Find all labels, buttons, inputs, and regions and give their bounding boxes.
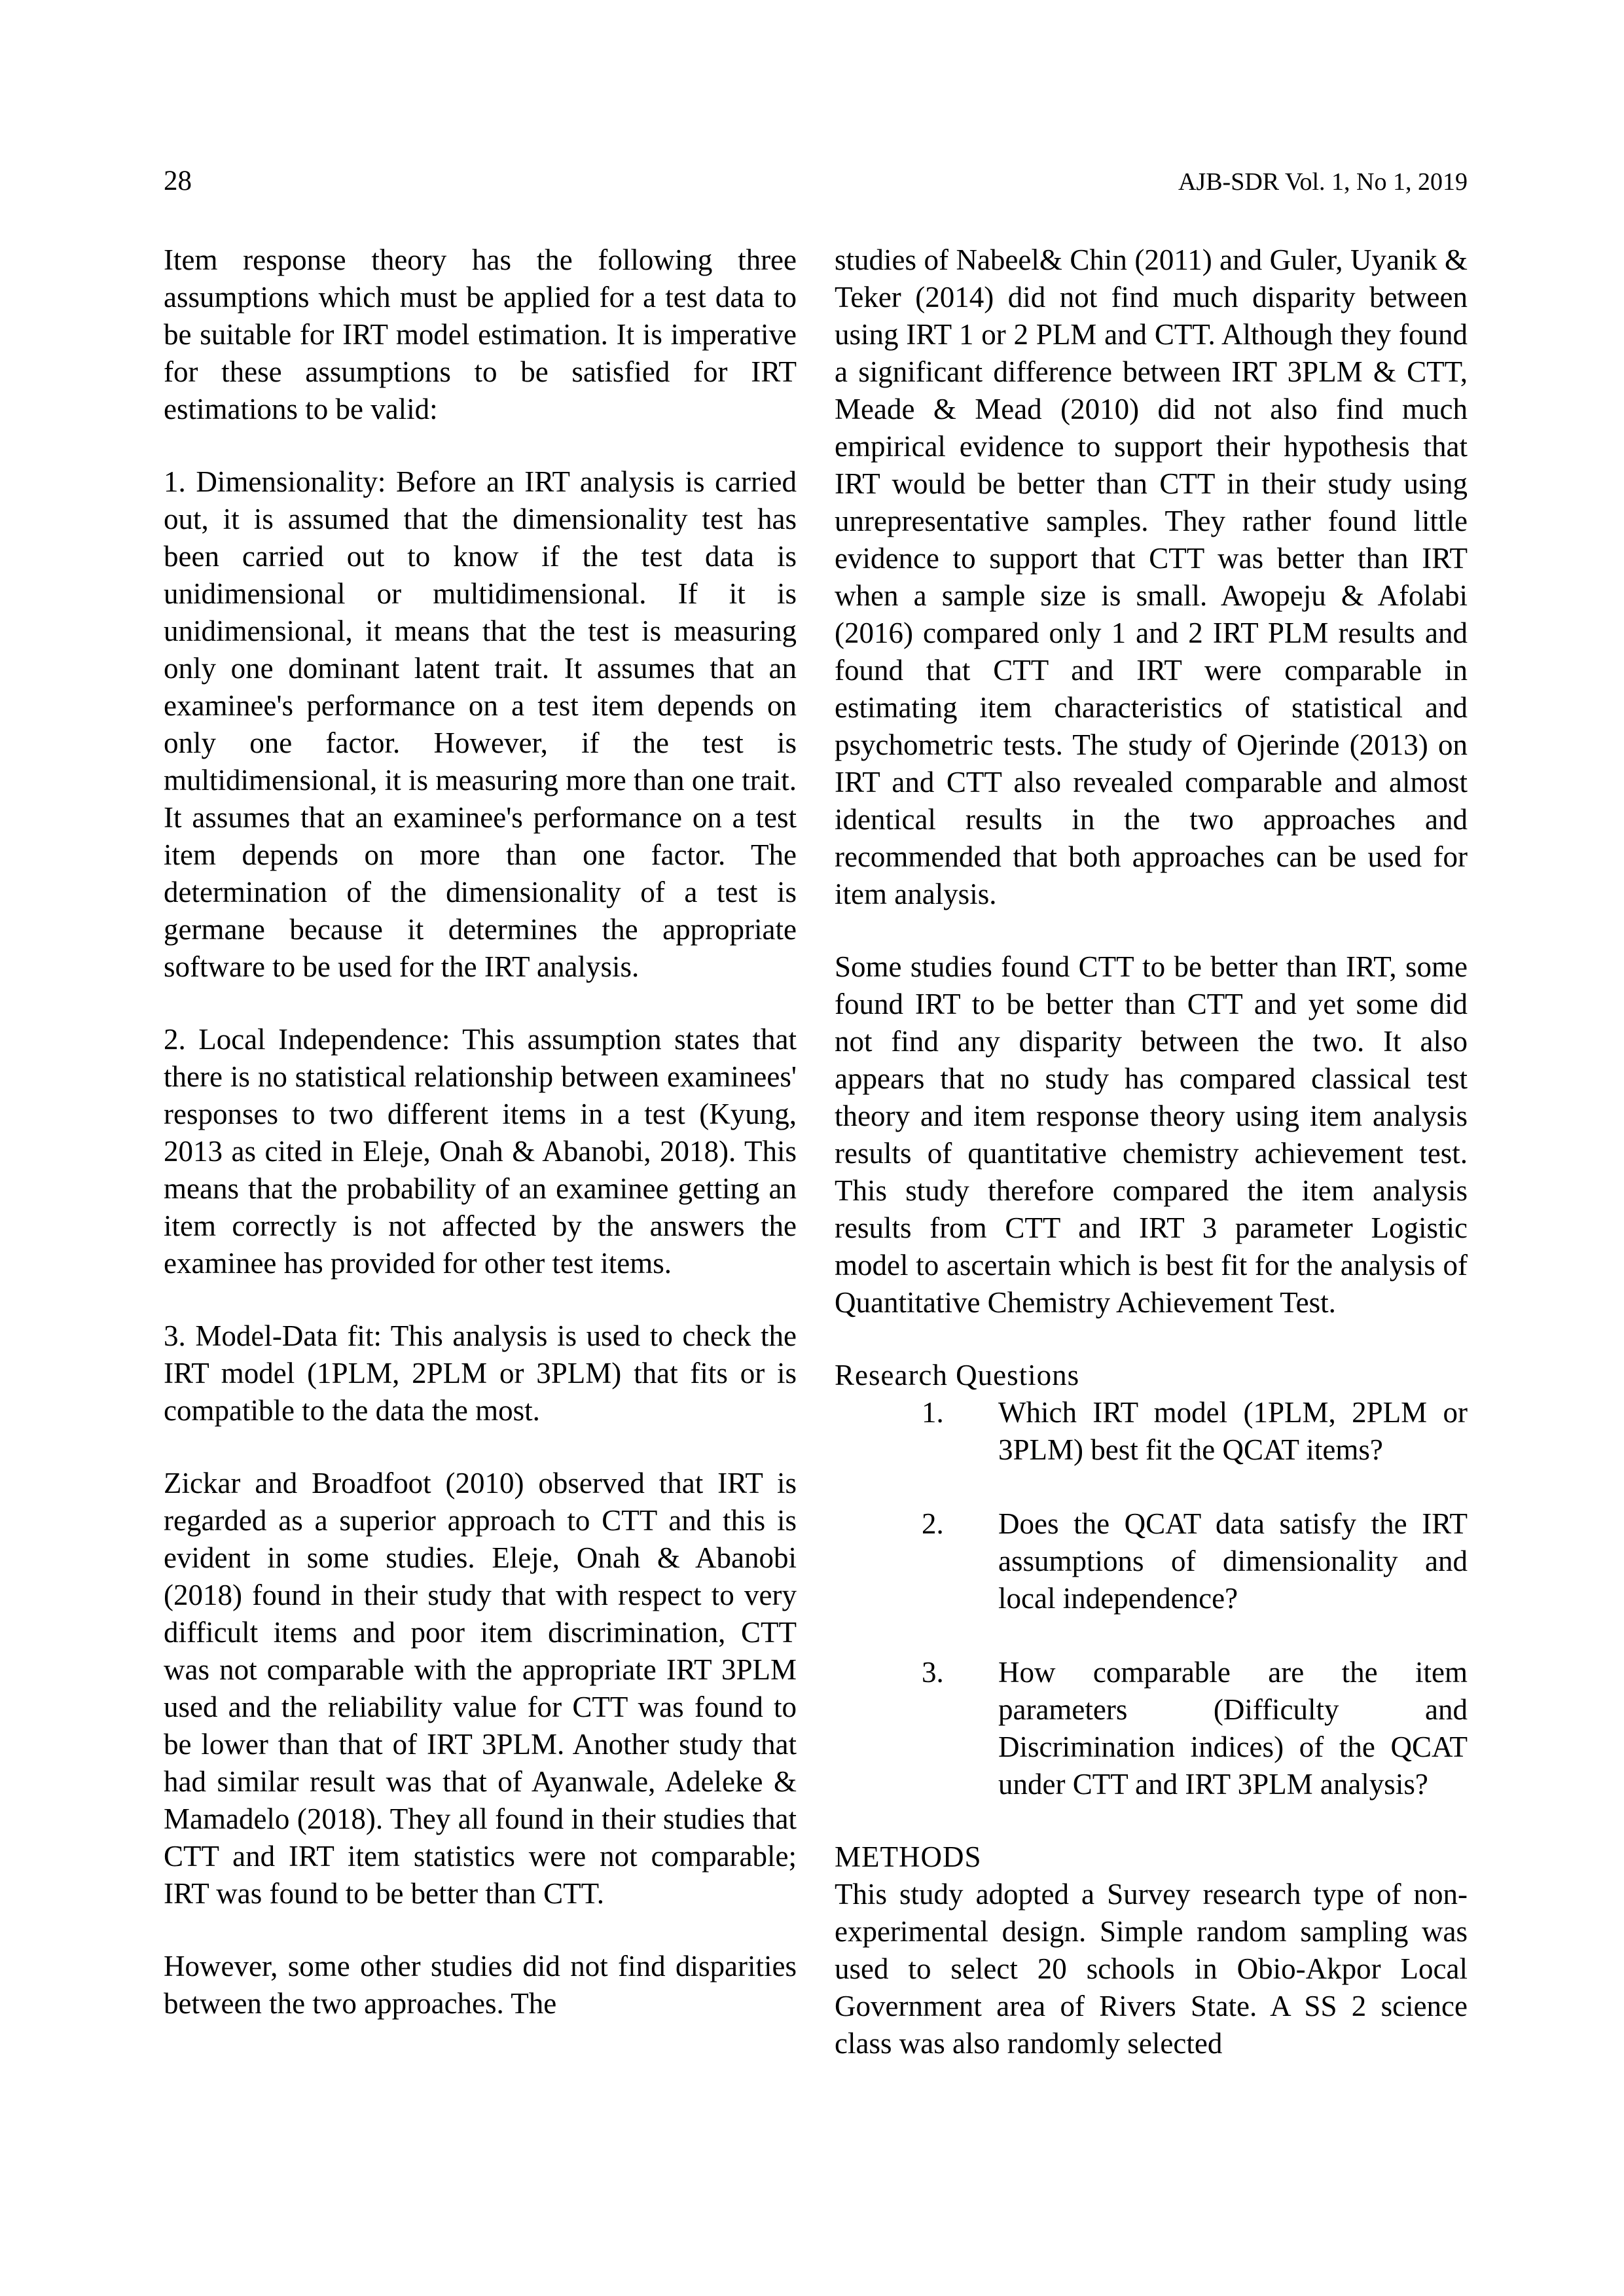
research-question-1 [922, 1394, 1468, 1469]
paragraph-nabeel-chin: studies of Nabeel& Chin (2011) and Guler, Uyanik & Teker (2014) did not find much disparity between using IRT 1 or 2 PLM and CTT. Although they found a significant difference between IRT 3PLM & CTT, Meade & Mead (2010) did not also find much empirical evidence to support their hypothesis that IRT would be better than CTT in their study using unrepresentative samples. They rather found little evidence to support that CTT was better than IRT when a sample size is small. Awopeju & Afolabi (2016) compared only 1 and 2 IRT PLM results and found that CTT and IRT were comparable in estimating item characteristics of statistical and psychometric tests. The study of Ojerinde (2013) on IRT and CTT also revealed comparable and almost identical results in the two approaches and recommended that both approaches can be used for item analysis. [835, 243, 1468, 910]
research-question-3-number: 3. [922, 1656, 944, 1689]
research-question-3-text: How comparable are the item parameters (Difficulty and Discrimination indices) of the QCAT under CTT and IRT 3PLM analysis? [998, 1656, 1468, 1801]
page-number: 28 [164, 166, 192, 196]
right-column [835, 242, 1468, 2062]
paragraph-some-studies: Some studies found CTT to be better than IRT, some found IRT to be better than CTT and yet some did not find any disparity between the two. It also appears that no study has compared classical test theory and item response theory using item analysis results of quantitative chemistry achievement test. This study therefore compared the item analysis results from CTT and IRT 3 parameter Logistic model to ascertain which is best fit for the analysis of Quantitative Chemistry Achievement Test. [835, 950, 1468, 1319]
paragraph-intro-assumptions: Item response theory has the following three assumptions which must be applied for a test data to be suitable for IRT model estimation. It is imperative for these assumptions to be satisfied for IRT estimations to be valid: [164, 243, 797, 425]
research-question-3 [922, 1654, 1468, 1803]
research-question-1-number: 1. [922, 1396, 944, 1429]
research-question-2-text: Does the QCAT data satisfy the IRT assumptions of dimensionality and local independence? [998, 1507, 1468, 1615]
research-question-2 [922, 1505, 1468, 1617]
two-column-body [164, 242, 1468, 2062]
research-questions-heading: Research Questions [835, 1359, 1080, 1391]
research-question-2-number: 2. [922, 1507, 944, 1540]
paragraph-model-data-fit: 3. Model-Data fit: This analysis is used to check the IRT model (1PLM, 2PLM or 3PLM) that fits or is compatible to the data the most. [164, 1319, 797, 1427]
paragraph-local-independence: 2. Local Independence: This assumption states that there is no statistical relationship between examinees' responses to two different items in a test (Kyung, 2013 as cited in Eleje, Onah & Abanobi, 2018). This means that the probability of an examinee getting an item correctly is not affected by the answers the examinee has provided for other test items. [164, 1023, 797, 1280]
paragraph-dimensionality: 1. Dimensionality: Before an IRT analysis is carried out, it is assumed that the dimensionality test has been carried out to know if the test data is unidimensional or multidimensional. If it is unidimensional, it means that the test is measuring only one dominant latent trait. It assumes that an examinee's performance on a test item depends on only one factor. However, if the test is multidimensional, it is measuring more than one trait. It assumes that an examinee's performance on a test item depends on more than one factor. The determination of the dimensionality of a test is germane because it determines the appropriate software to be used for the IRT analysis. [164, 465, 797, 983]
left-column [164, 242, 797, 2062]
paragraph-however-studies: However, some other studies did not find disparities between the two approaches. The [164, 1950, 797, 2020]
paragraph-zickar-broadfoot: Zickar and Broadfoot (2010) observed that IRT is regarded as a superior approach to CTT and this is evident in some studies. Eleje, Onah & Abanobi (2018) found in their study that with respect to very difficult items and poor item discrimination, CTT was not comparable with the appropriate IRT 3PLM used and the reliability value for CTT was found to be lower than that of IRT 3PLM. Another study that had similar result was that of Ayanwale, Adeleke & Mamadelo (2018). They all found in their studies that CTT and IRT item statistics were not comparable; IRT was found to be better than CTT. [164, 1467, 797, 1910]
journal-reference: AJB-SDR Vol. 1, No 1, 2019 [1178, 168, 1468, 196]
page-header [164, 165, 1468, 198]
methods-heading: METHODS [835, 1840, 982, 1873]
research-question-1-text: Which IRT model (1PLM, 2PLM or 3PLM) best fit the QCAT items? [998, 1396, 1468, 1466]
research-questions-list [835, 1394, 1468, 1803]
paragraph-methods: This study adopted a Survey research type of non-experimental design. Simple random sampling was used to select 20 schools in Obio-Akpor Local Government area of Rivers State. A SS 2 science class was also randomly selected [835, 1878, 1468, 2060]
page-content [164, 165, 1468, 2062]
